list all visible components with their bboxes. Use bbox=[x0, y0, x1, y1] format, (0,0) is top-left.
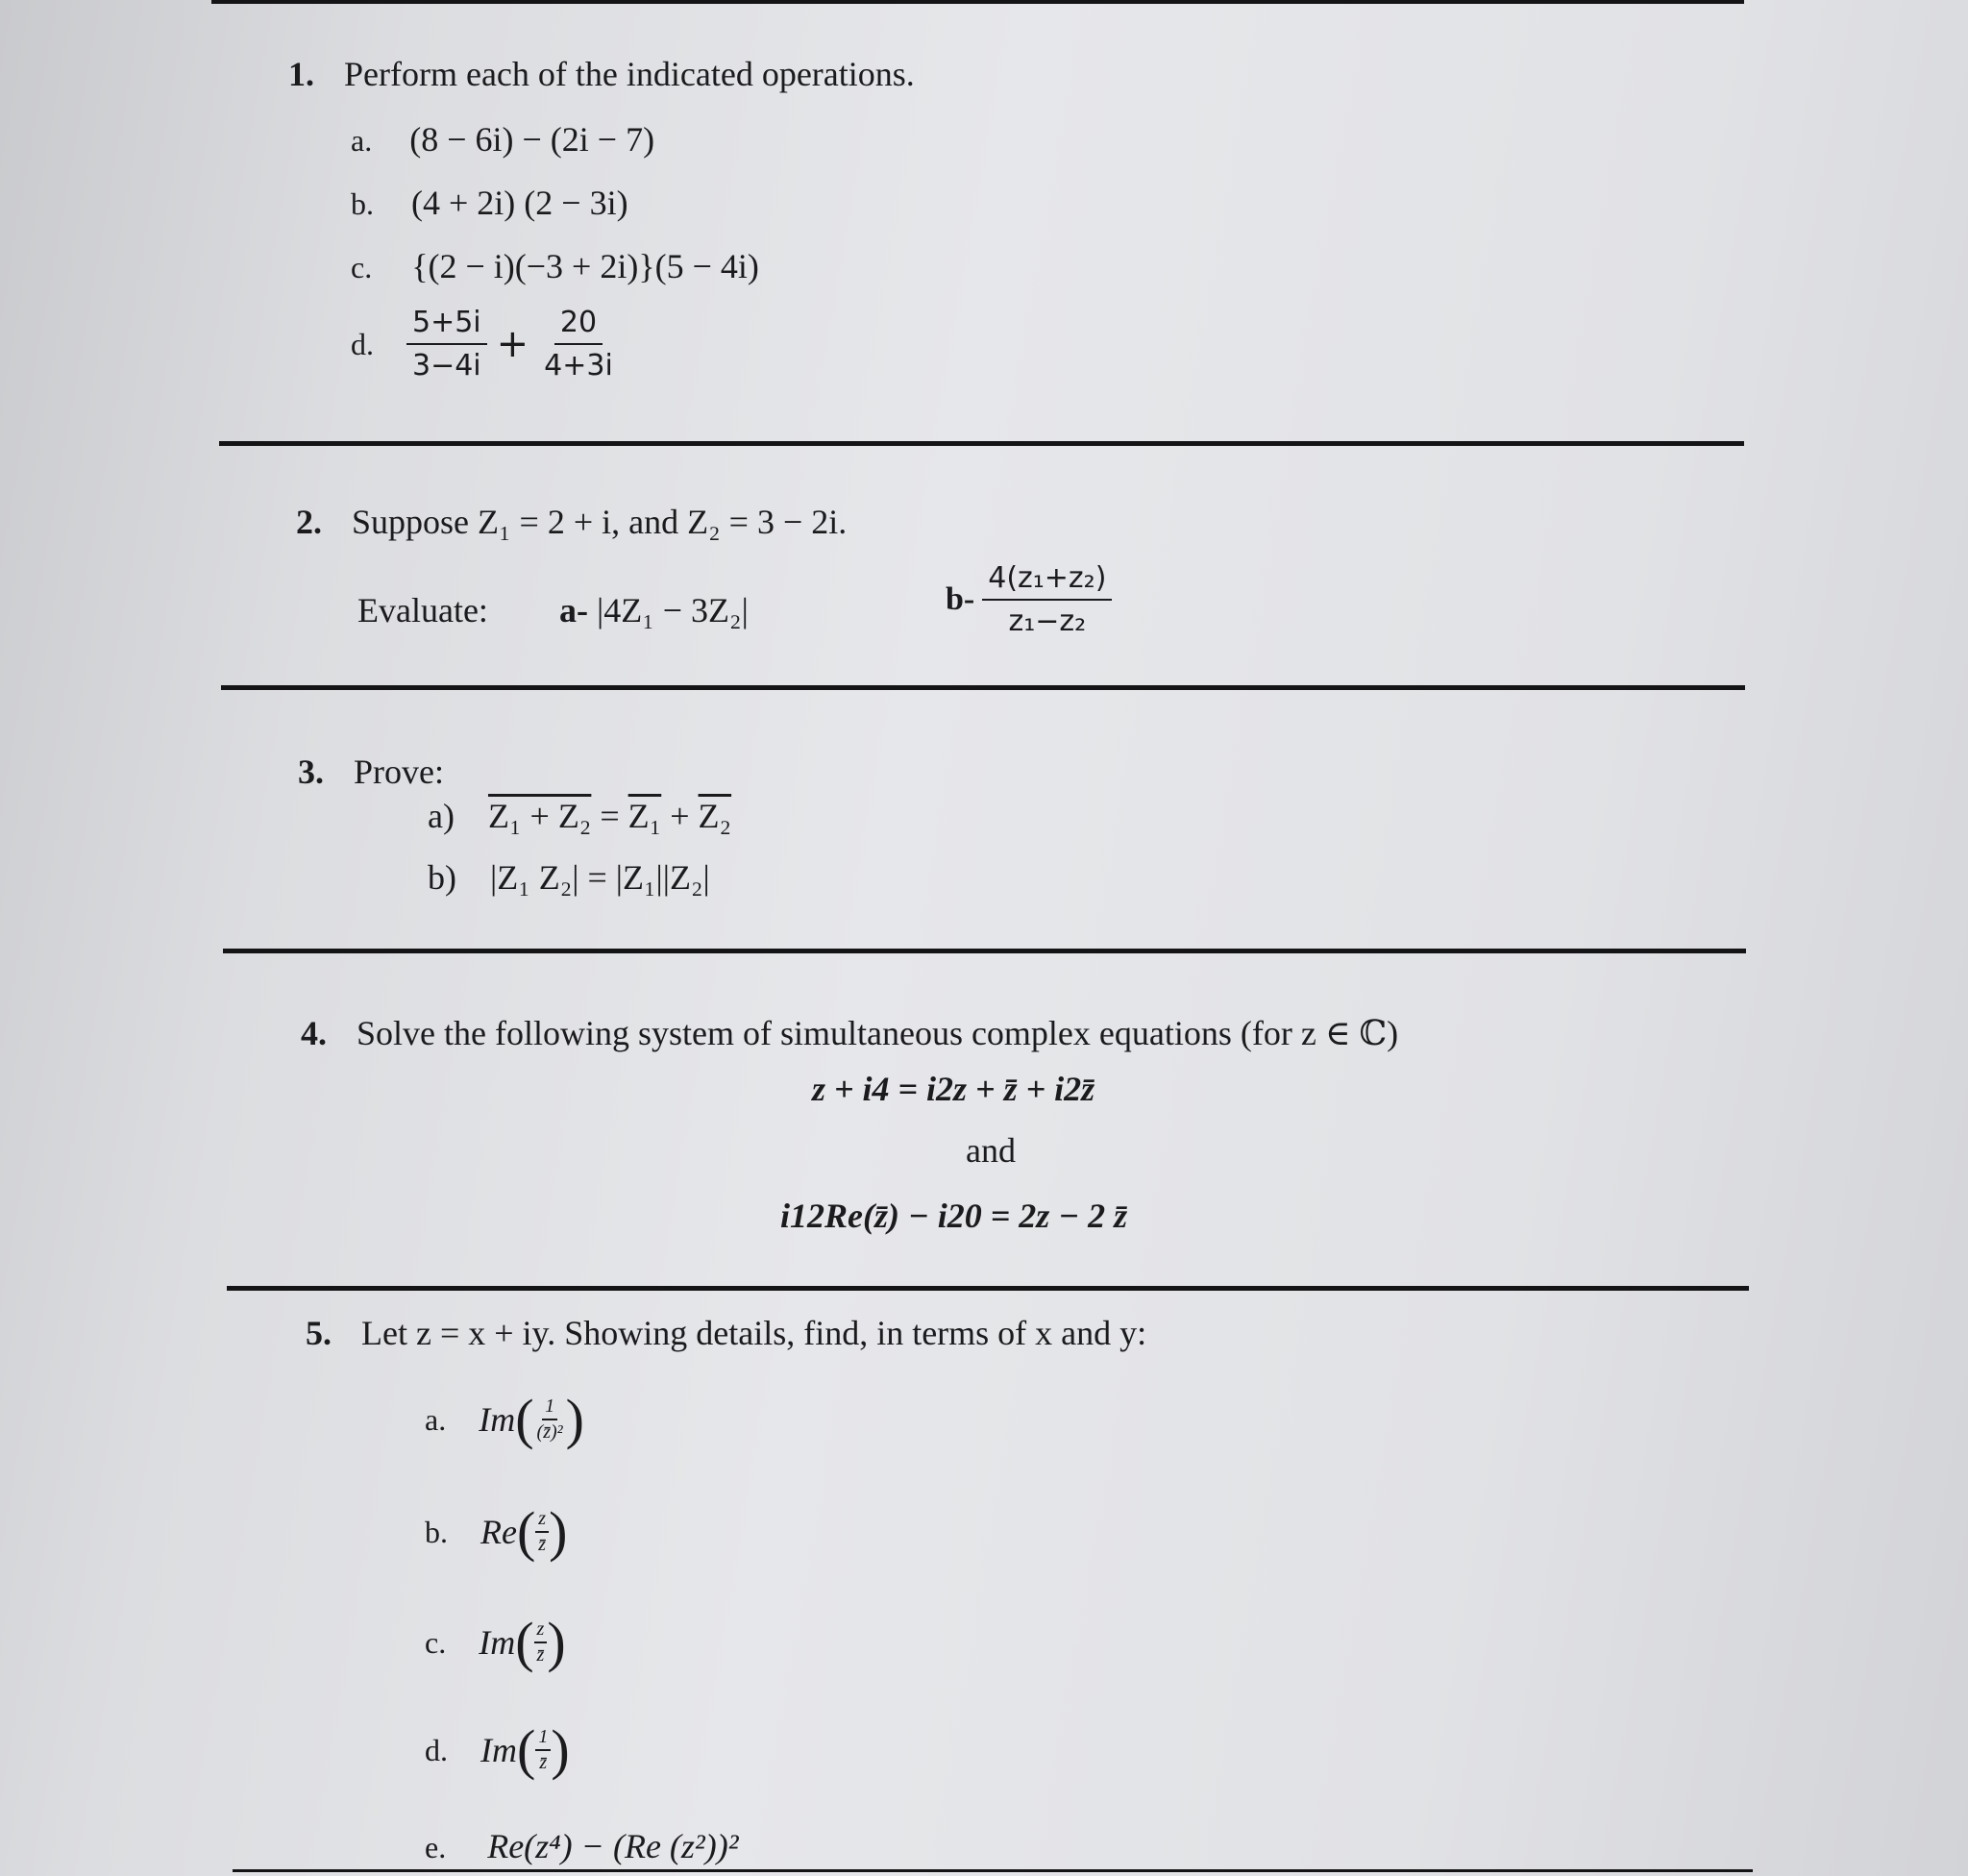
q5-item-a-label: a. bbox=[425, 1401, 447, 1437]
q5-item-d-open-paren: ( bbox=[517, 1718, 536, 1781]
q5-item-d-label: d. bbox=[425, 1732, 448, 1767]
question-5 bbox=[306, 1313, 1146, 1353]
q1-item-d-den-1: 3−4i bbox=[412, 349, 481, 383]
q1-item-a-label: a. bbox=[351, 123, 373, 158]
q5-item-a-fn: Im bbox=[479, 1400, 516, 1439]
question-3 bbox=[298, 752, 444, 792]
q5-item-b-fn: Re bbox=[480, 1513, 517, 1551]
q1-item-c-label: c. bbox=[351, 250, 373, 284]
question-2 bbox=[296, 502, 847, 542]
q5-item-e-expr: Re(z⁴) − (Re (z²))² bbox=[487, 1827, 739, 1865]
q2-item-a bbox=[559, 590, 749, 630]
q2-item-b-num: 4(z₁+z₂) bbox=[982, 561, 1112, 601]
q5-item-b-open-paren: ( bbox=[516, 1500, 536, 1563]
q3-item-a-eq: = bbox=[600, 797, 620, 835]
q5-item-e bbox=[425, 1826, 738, 1866]
question-1-text: Perform each of the indicated operations. bbox=[344, 55, 915, 93]
q5-item-b bbox=[425, 1500, 568, 1563]
q2-item-a-expr: |4Z₁ − 3Z₂| bbox=[597, 591, 749, 629]
q1-item-b-label: b. bbox=[351, 186, 374, 221]
question-4-text: Solve the following system of simultaneous complex equations (for z ∈ ℂ) bbox=[357, 1014, 1399, 1052]
q5-item-d-fn: Im bbox=[480, 1731, 517, 1769]
q5-item-c-fraction bbox=[534, 1618, 548, 1666]
q3-item-a-plus: + bbox=[670, 797, 690, 835]
q5-item-b-close-paren: ) bbox=[549, 1500, 568, 1563]
divider-4 bbox=[227, 1286, 1749, 1291]
q1-item-c-expr: {(2 − i)(−3 + 2i)}(5 − 4i) bbox=[411, 247, 759, 285]
q1-item-c bbox=[351, 246, 759, 286]
question-5-number: 5. bbox=[306, 1314, 332, 1352]
q3-item-a-r1: Z₁ bbox=[627, 797, 662, 835]
question-4-number: 4. bbox=[301, 1014, 327, 1052]
q4-equation-1: z + i4 = i2z + z̄ + i2z̄ bbox=[812, 1070, 1095, 1108]
q5-item-c-close-paren: ) bbox=[547, 1611, 566, 1673]
q5-item-d bbox=[425, 1718, 570, 1781]
question-2-text: Suppose Z₁ = 2 + i, and Z₂ = 3 − 2i. bbox=[352, 503, 848, 541]
q3-item-b-expr: |Z₁ Z₂| = |Z₁||Z₂| bbox=[490, 858, 710, 897]
q3-item-a-lhs: Z₁ + Z₂ bbox=[487, 797, 592, 835]
q5-item-a-fraction bbox=[534, 1395, 566, 1444]
top-rule bbox=[211, 0, 1744, 4]
q5-item-d-den: z̄ bbox=[539, 1752, 548, 1773]
q1-item-a bbox=[351, 119, 654, 160]
question-5-text: Let z = x + iy. Showing details, find, in terms of x and y: bbox=[361, 1314, 1147, 1352]
q1-item-d-plus: + bbox=[496, 322, 529, 366]
question-1 bbox=[288, 54, 915, 94]
q3-item-b bbox=[428, 857, 710, 898]
q5-item-c-fn: Im bbox=[479, 1623, 516, 1662]
q2-item-a-label: a- bbox=[559, 591, 588, 629]
q5-item-c-num: z bbox=[534, 1618, 548, 1643]
question-2-number: 2. bbox=[296, 503, 322, 541]
divider-2 bbox=[221, 685, 1745, 690]
q5-item-a bbox=[425, 1388, 584, 1450]
question-3-text: Prove: bbox=[354, 753, 444, 791]
q5-item-b-label: b. bbox=[425, 1514, 448, 1549]
q5-item-a-close-paren: ) bbox=[565, 1388, 584, 1450]
divider-5 bbox=[233, 1869, 1753, 1872]
q2-item-b-fraction bbox=[982, 561, 1112, 638]
q5-item-c-den: z̄ bbox=[536, 1644, 545, 1666]
q1-item-b bbox=[351, 183, 628, 223]
q4-equation-2: i12Re(z̄) − i20 = 2z − 2 z̄ bbox=[780, 1197, 1128, 1235]
q5-item-d-fraction bbox=[535, 1726, 551, 1774]
q3-item-a-label: a) bbox=[428, 797, 455, 835]
question-3-number: 3. bbox=[298, 753, 324, 791]
q5-item-a-num: 1 bbox=[542, 1395, 557, 1420]
q5-item-b-num: z bbox=[535, 1508, 549, 1533]
divider-1 bbox=[219, 441, 1744, 446]
divider-3 bbox=[223, 949, 1746, 953]
q5-item-c-label: c. bbox=[425, 1624, 447, 1660]
q3-item-a bbox=[428, 796, 731, 836]
question-1-number: 1. bbox=[288, 55, 314, 93]
q2-item-b bbox=[946, 561, 1112, 638]
question-4 bbox=[301, 1013, 1398, 1053]
q5-item-c-open-paren: ( bbox=[515, 1611, 534, 1673]
q2-item-b-label: b- bbox=[946, 581, 975, 617]
q5-item-e-label: e. bbox=[425, 1830, 447, 1864]
q1-item-d-fraction-2 bbox=[538, 306, 619, 383]
q5-item-b-fraction bbox=[535, 1508, 549, 1556]
q2-item-b-den: z₁−z₂ bbox=[1008, 605, 1087, 638]
q5-item-c bbox=[425, 1611, 566, 1673]
q2-evaluate: Evaluate: bbox=[357, 591, 488, 629]
q1-item-d-den-2: 4+3i bbox=[544, 349, 613, 383]
q1-item-d-num-2: 20 bbox=[554, 306, 603, 345]
q1-item-d-num-1: 5+5i bbox=[406, 306, 487, 345]
q5-item-d-close-paren: ) bbox=[551, 1718, 570, 1781]
q5-item-a-den: (z̄)² bbox=[536, 1421, 563, 1443]
q1-item-a-expr: (8 − 6i) − (2i − 7) bbox=[409, 120, 655, 159]
q4-and: and bbox=[966, 1131, 1016, 1170]
q3-item-b-label: b) bbox=[428, 858, 456, 897]
q1-item-d-fraction-1 bbox=[406, 306, 487, 383]
q5-item-b-den: z̄ bbox=[538, 1534, 547, 1555]
q1-item-d bbox=[351, 306, 619, 383]
q5-item-d-num: 1 bbox=[535, 1726, 551, 1751]
q1-item-d-label: d. bbox=[351, 326, 374, 361]
q5-item-a-open-paren: ( bbox=[515, 1388, 534, 1450]
q1-item-b-expr: (4 + 2i) (2 − 3i) bbox=[411, 184, 628, 222]
q3-item-a-r2: Z₂ bbox=[698, 797, 732, 835]
